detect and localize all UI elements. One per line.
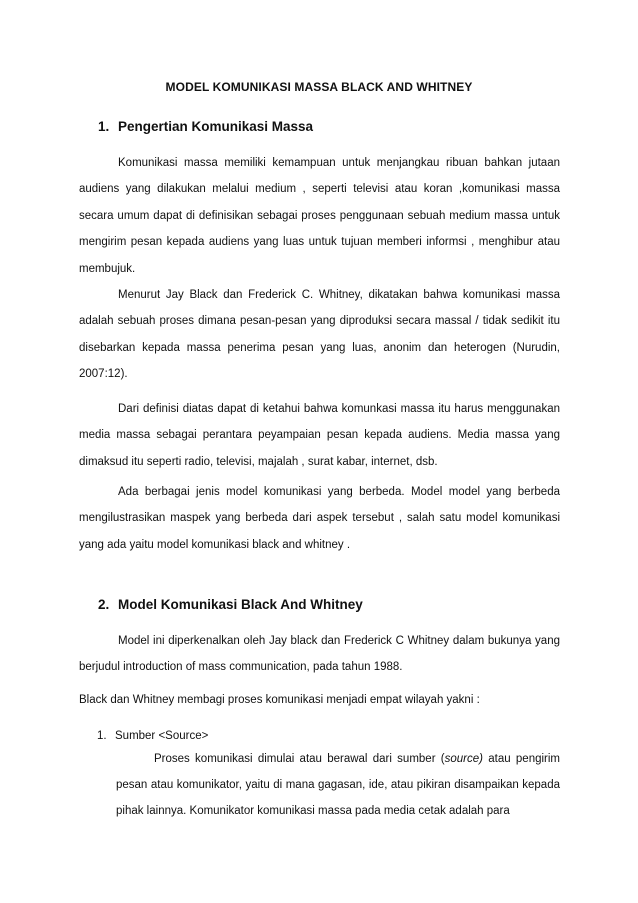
document-title: MODEL KOMUNIKASI MASSA BLACK AND WHITNEY xyxy=(165,80,473,94)
paragraph: Komunikasi massa memiliki kemampuan untuk menjangkau ribuan bahkan jutaan audiens yang dilakukan melalui medium , seperti televisi atau koran ,komunikasi massa secara umum dapat di definisikan sebagai proses penggunaan sebuah medium massa untuk mengirim pesan kepada audiens yang luas untuk tujuan memberi informsi , menghibur atau membujuk. xyxy=(79,157,560,275)
list-item-paragraph xyxy=(116,746,560,824)
paragraph: Dari definisi diatas dapat di ketahui bahwa komunkasi massa itu harus menggunakan media massa sebagai perantara peyampaian pesan kepada audiens. Media massa yang dimaksud itu seperti radio, televisi, majalah , surat kabar, internet, dsb. xyxy=(79,403,560,468)
paragraph: Ada berbagai jenis model komunikasi yang berbeda. Model model yang berbeda mengilustrasikan maspek yang berbeda dari aspek tersebut , salah satu model komunikasi yang ada yaitu model komunikasi black and whitney . xyxy=(79,486,560,551)
section-1-title: Pengertian Komunikasi Massa xyxy=(118,119,314,134)
list-text-after: atau pengirim pesan atau komunikator, yaitu di mana gagasan, ide, atau pikiran disampaikan kepada pihak lainnya. Komunikator komunikasi massa pada media cetak adalah para xyxy=(116,753,561,817)
section-1-number: 1. xyxy=(98,119,110,134)
list-text-italic: source) xyxy=(444,753,483,765)
list-text-before: Proses komunikasi dimulai atau berawal dari sumber ( xyxy=(154,753,445,765)
list-item-number: 1. xyxy=(97,730,107,742)
paragraph: Black dan Whitney membagi proses komunikasi menjadi empat wilayah yakni : xyxy=(79,694,480,706)
section-2-number: 2. xyxy=(98,597,110,612)
section-2-title: Model Komunikasi Black And Whitney xyxy=(118,597,363,612)
paragraph: Model ini diperkenalkan oleh Jay black dan Frederick C Whitney dalam bukunya yang berjudul introduction of mass communication, pada tahun 1988. xyxy=(79,635,560,674)
list-item xyxy=(97,728,208,744)
paragraph: Menurut Jay Black dan Frederick C. Whitney, dikatakan bahwa komunikasi massa adalah sebuah proses dimana pesan-pesan yang diproduksi secara massal / tidak sedikit itu disebarkan kepada massa penerima pesan yang luas, anonim dan heterogen (Nurudin, 2007:12). xyxy=(79,289,560,381)
section-1-heading xyxy=(98,119,313,134)
list-item-label: Sumber <Source> xyxy=(115,730,209,742)
section-2-heading xyxy=(98,597,363,612)
